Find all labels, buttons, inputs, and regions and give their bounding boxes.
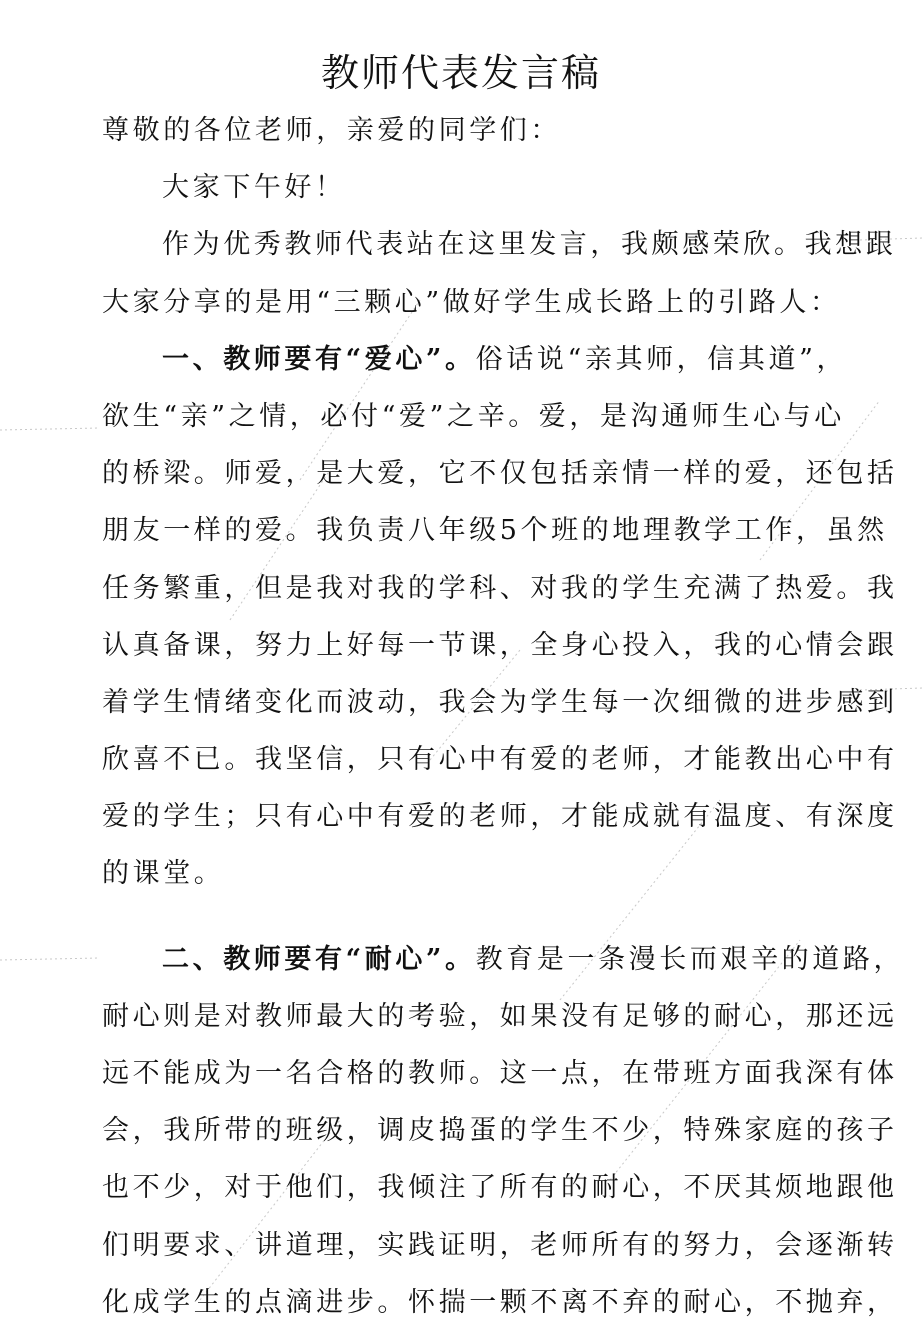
- paragraph-line: 认真备课，努力上好每一节课，全身心投入，我的心情会跟: [102, 629, 898, 661]
- document-title: 教师代表发言稿: [320, 51, 601, 95]
- paragraph-line: 会，我所带的班级，调皮捣蛋的学生不少，特殊家庭的孩子: [102, 1115, 898, 1147]
- intro-line: 作为优秀教师代表站在这里发言，我颇感荣欣。我想跟: [162, 229, 897, 261]
- paragraph-line: 耐心则是对教师最大的考验，如果没有足够的耐心，那还远: [102, 1000, 898, 1032]
- paragraph-line: 化成学生的点滴进步。怀揣一颗不离不弃的耐心，不抛弃，: [102, 1286, 898, 1318]
- paragraph-line: 的桥梁。师爱，是大爱，它不仅包括亲情一样的爱，还包括: [102, 458, 898, 490]
- section-2-text: 教育是一条漫长而艰辛的道路，: [475, 943, 905, 975]
- paragraph-line: 着学生情绪变化而波动，我会为学生每一次细微的进步感到: [102, 686, 898, 718]
- section-2-heading: 二、教师要有“耐心”。: [162, 943, 476, 975]
- section-2-first-line: [102, 931, 905, 988]
- paragraph-line: 爱的学生；只有心中有爱的老师，才能成就有温度、有深度: [102, 801, 898, 833]
- intro-line: 大家分享的是用“三颗心”做好学生成长路上的引路人：: [102, 286, 841, 318]
- paragraph-line: 也不少，对于他们，我倾注了所有的耐心，不厌其烦地跟他: [102, 1172, 898, 1204]
- paragraph-line: 欲生“亲”之情，必付“爱”之辛。爱，是沟通师生心与心: [102, 400, 845, 432]
- salute: 大家下午好！: [162, 172, 346, 204]
- paragraph-line: 朋友一样的爱。我负责八年级5个班的地理教学工作，虽然: [102, 515, 888, 547]
- paragraph-gap: [102, 903, 858, 931]
- section-1-first-line: [102, 331, 858, 388]
- paragraph-line: 的课堂。: [102, 858, 225, 890]
- greeting: 尊敬的各位老师，亲爱的同学们：: [102, 115, 561, 146]
- paragraph-line: 欣喜不已。我坚信，只有心中有爱的老师，才能教出心中有: [102, 744, 898, 776]
- section-1-text: 俗话说“亲其师，信其道”，: [475, 343, 848, 375]
- paragraph-line: 们明要求、讲道理，实践证明，老师所有的努力，会逐渐转: [102, 1229, 898, 1261]
- document-body: [102, 102, 905, 1331]
- section-1-heading: 一、教师要有“爱心”。: [162, 343, 476, 375]
- paragraph-line: 任务繁重，但是我对我的学科、对我的学生充满了热爱。我: [102, 572, 898, 604]
- paragraph-line: 远不能成为一名合格的教师。这一点，在带班方面我深有体: [102, 1058, 898, 1089]
